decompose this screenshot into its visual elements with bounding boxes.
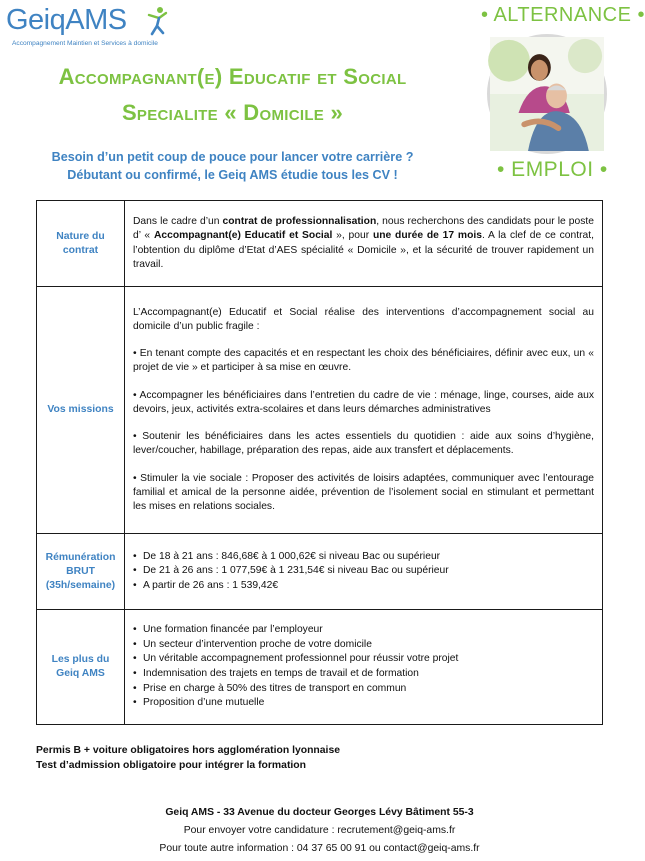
job-info-table [36, 200, 603, 725]
intro-line1: Besoin d’un petit coup de pouce pour lancer votre carrière ? [51, 150, 414, 164]
logo-tagline: Accompagnement Maintien et Services à domicile [12, 40, 158, 47]
remuneration-content [125, 534, 603, 610]
nature-text-part3: », pour [332, 230, 373, 242]
table-row-missions [37, 287, 603, 534]
missions-label: Vos missions [37, 287, 125, 534]
list-item: • Proposition d’une mutuelle [133, 696, 594, 711]
list-item: • Prise en charge à 50% des titres de transport en commun [133, 682, 594, 697]
nature-job-title: Accompagnant(e) Educatif et Social [153, 230, 333, 242]
footer-address: Geiq AMS - 33 Avenue du docteur Georges Lévy Bâtiment 55-3 [165, 807, 474, 818]
requirements-notes [36, 743, 340, 773]
remuneration-label: Rémunération BRUT (35h/semaine) [37, 534, 125, 610]
table-row-nature [37, 201, 603, 287]
list-item: • Indemnisation des trajets en temps de travail et de formation [133, 667, 594, 682]
caregiver-with-elderly-photo [490, 37, 604, 151]
person-figure-icon [146, 6, 168, 36]
list-item: • Une formation financée par l’employeur [133, 623, 594, 638]
nature-label: Nature du contrat [37, 201, 125, 287]
nature-text-part1: Dans le cadre d’un [133, 216, 223, 228]
missions-paragraph: • Soutenir les bénéficiaires dans les actes essentiels du quotidien : aide aux soins d’hygiène, lever/coucher, habillage, préparation des repas, aide aux transfert et déplacements. [133, 431, 594, 457]
plus-label: Les plus du Geiq AMS [37, 610, 125, 725]
list-item: • De 21 à 26 ans : 1 077,59€ à 1 231,54€ si niveau Bac ou supérieur [133, 564, 594, 579]
nature-contract-type: contrat de professionnalisation [222, 216, 377, 228]
table-row-plus [37, 610, 603, 725]
note-admission-test: Test d’admission obligatoire pour intégrer la formation [36, 760, 306, 771]
footer-contact-info[interactable]: Pour toute autre information : 04 37 65 00 91 ou contact@geiq-ams.fr [159, 843, 480, 854]
remuneration-list [133, 550, 594, 594]
logo-wordmark [6, 4, 127, 37]
job-title-line1: Accompagnant(e) Educatif et Social [58, 64, 407, 89]
nature-duration: une durée de 17 mois [372, 230, 482, 242]
nature-text [133, 215, 594, 272]
alternance-badge: • ALTERNANCE • [481, 4, 645, 26]
job-title-line2: Specialite « Domicile » [121, 100, 344, 125]
note-license: Permis B + voiture obligatoires hors agglomération lyonnaise [36, 745, 341, 756]
missions-content [125, 287, 603, 534]
intro-line2: Débutant ou confirmé, le Geiq AMS étudie tous les CV ! [67, 168, 398, 182]
list-item: • De 18 à 21 ans : 846,68€ à 1 000,62€ si niveau Bac ou supérieur [133, 550, 594, 565]
logo-name-part2: AMS [65, 4, 127, 36]
footer-apply-email[interactable]: Pour envoyer votre candidature : recrutement@geiq-ams.fr [183, 825, 456, 836]
logo [6, 4, 176, 52]
missions-paragraph: • Stimuler la vie sociale : Proposer des activités de loisirs adaptées, communiquer avec l’entourage familial et amical de la personne aidée, prévention de l’isolement social en stimulant et permettant les mises en relations sociales. [133, 472, 594, 512]
caregiver-photo [487, 34, 607, 154]
plus-list [133, 623, 594, 711]
missions-paragraph: • En tenant compte des capacités et en respectant les choix des bénéficiaires, définir avec eux, un « projet de vie » et participer à sa mise en œuvre. [133, 348, 594, 374]
plus-content [125, 610, 603, 725]
list-item: • Un secteur d’intervention proche de votre domicile [133, 638, 594, 653]
logo-name-part1: Geiq [6, 4, 66, 36]
emploi-badge: • EMPLOI • [497, 158, 608, 181]
missions-paragraph: • Accompagner les bénéficiaires dans l’entretien du cadre de vie : ménage, linge, courses, aide aux devoirs, jeux, activités extra-scolaires et dans leurs démarches administratives [133, 389, 594, 415]
list-item: • Un véritable accompagnement professionnel pour réussir votre projet [133, 652, 594, 667]
list-item: • A partir de 26 ans : 1 539,42€ [133, 579, 594, 594]
nature-text-part2: , nous recherchons des candidats pour le poste d’ « [133, 216, 594, 242]
table-row-remuneration [37, 534, 603, 610]
nature-content [125, 201, 603, 287]
missions-paragraph: L’Accompagnant(e) Educatif et Social réalise des interventions d’accompagnement social au domicile d’un public fragile : [133, 306, 594, 333]
nature-text-part4: . A la clef de ce contrat, l’obtention du diplôme d’Etat d’AES spécialité « Domicile », et la sécurité de trouver rapidement un travail. [133, 230, 594, 270]
